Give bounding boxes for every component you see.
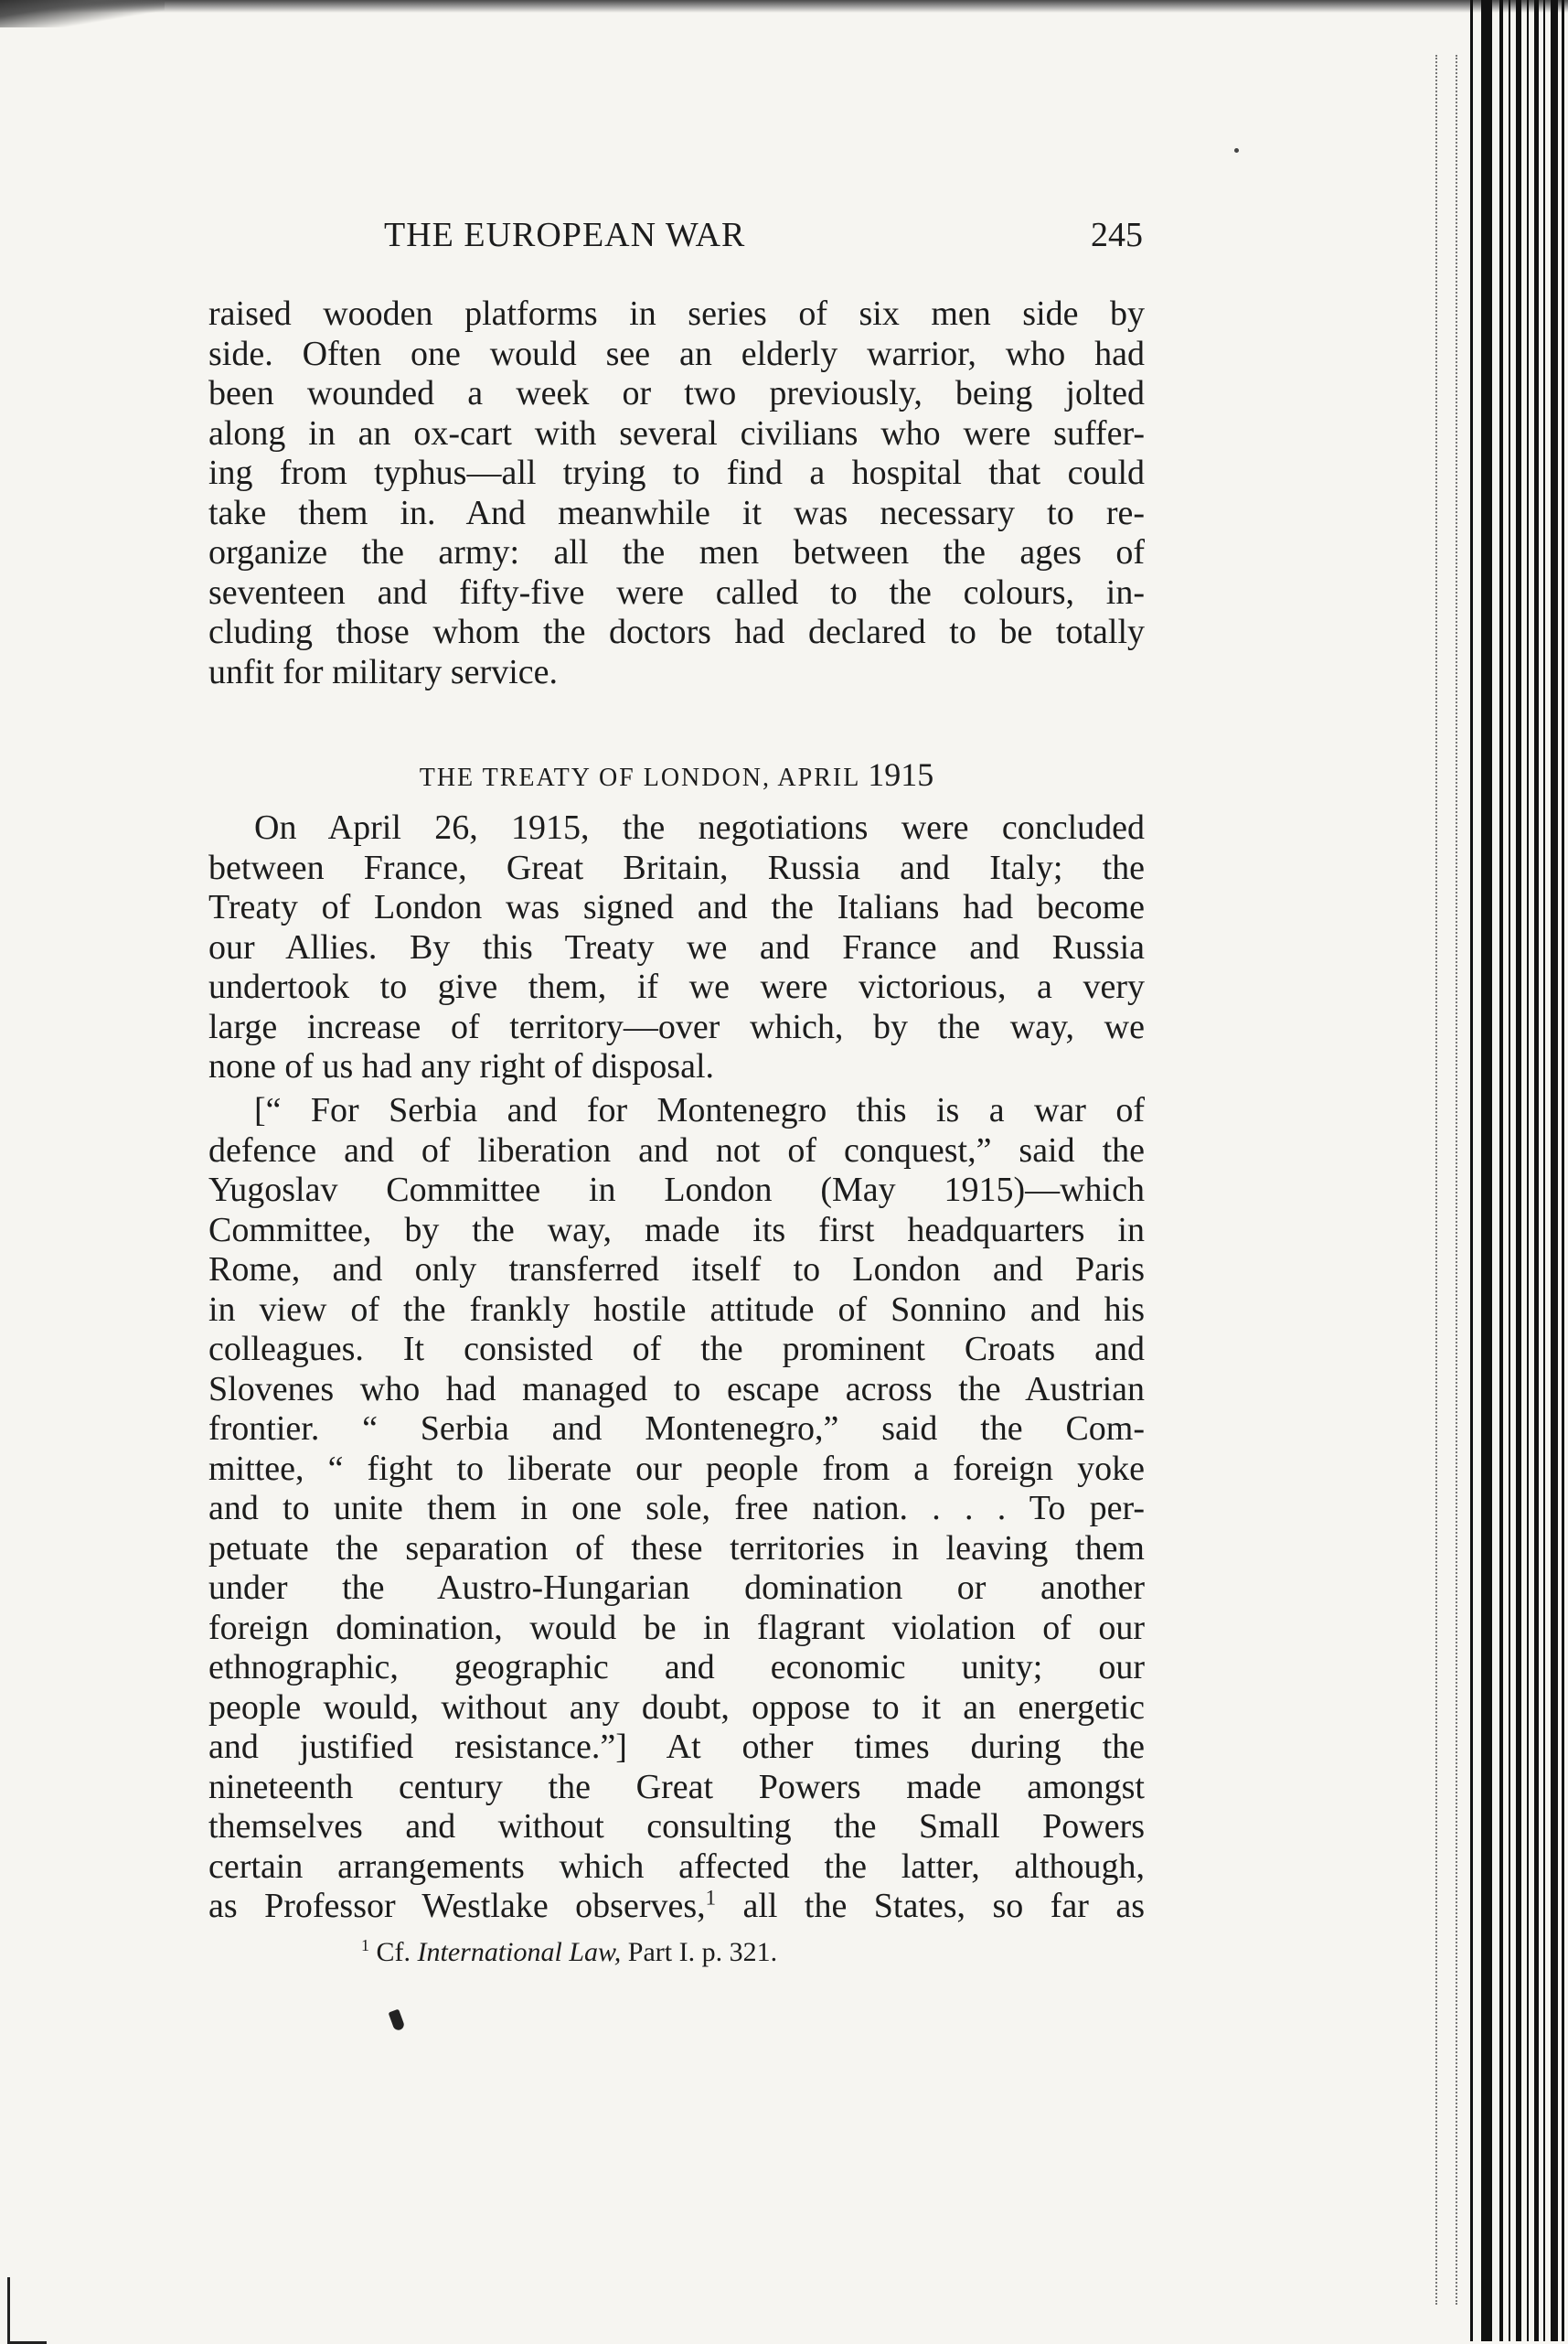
text-line: people would, without any doubt, oppose to it an energetic: [208, 1687, 1145, 1727]
ink-mark: [389, 2009, 406, 2032]
text-line: colleagues. It consisted of the prominent Croats and: [208, 1330, 1145, 1368]
footnote: [361, 1937, 777, 1968]
running-head: THE EUROPEAN WAR: [384, 216, 746, 254]
text-line: and to unite them in one sole, free nation. . . . To per-: [208, 1489, 1145, 1527]
page-number: 245: [1091, 216, 1143, 254]
text-line: petuate the separation of these territories in leaving them: [208, 1528, 1145, 1568]
page-corner-mark: [7, 2277, 47, 2344]
text-line: Rome, and only transferred itself to London and Paris: [208, 1250, 1145, 1289]
text-line: seventeen and fifty-five were called to the colours, in-: [208, 573, 1145, 612]
text-line: certain arrangements which affected the latter, although,: [208, 1846, 1145, 1886]
footnote-title: International Law,: [417, 1937, 622, 1967]
text-line: been wounded a week or two previously, being jolted: [208, 374, 1145, 412]
text-line: defence and of liberation and not of conquest,” said the: [208, 1130, 1145, 1170]
book-spine-edge: [1426, 0, 1568, 2341]
footnote-marker: 1: [361, 1936, 369, 1954]
text-line: Yugoslav Committee in London (May 1915)—which: [208, 1171, 1145, 1209]
paragraph-3: [208, 1091, 1145, 1927]
text-fragment: as Professor Westlake observes,: [208, 1887, 706, 1925]
page-speck: [1234, 148, 1239, 153]
text-line: raised wooden platforms in series of six men side by: [208, 294, 1145, 333]
text-line: On April 26, 1915, the negotiations were concluded: [254, 808, 1145, 847]
text-line: take them in. And meanwhile it was necessary to re-: [208, 493, 1145, 532]
text-line: large increase of territory—over which, by the way, we: [208, 1007, 1145, 1046]
text-line: unfit for military service.: [208, 652, 558, 691]
text-line: cluding those whom the doctors had declared to be totally: [208, 613, 1145, 651]
text-line: [“ For Serbia and for Montenegro this is a war of: [254, 1091, 1145, 1129]
text-line: frontier. “ Serbia and Montenegro,” said the Com-: [208, 1409, 1145, 1448]
text-line: our Allies. By this Treaty we and France and Russia: [208, 927, 1145, 967]
text-line: between France, Great Britain, Russia and Italy; the: [208, 848, 1145, 887]
text-line: themselves and without consulting the Small Powers: [208, 1807, 1145, 1846]
page-header: [210, 215, 1143, 270]
text-line: under the Austro-Hungarian domination or another: [208, 1568, 1145, 1607]
text-line: side. Often one would see an elderly warrior, who had: [208, 334, 1145, 373]
text-line: none of us had any right of disposal.: [208, 1047, 715, 1086]
text-line: mittee, “ fight to liberate our people from a foreign yoke: [208, 1449, 1145, 1488]
footnote-suffix: Part I. p. 321.: [621, 1937, 778, 1967]
footnote-prefix: Cf.: [369, 1937, 418, 1967]
page-top-edge-shadow: [0, 0, 1568, 13]
text-line: Treaty of London was signed and the Italians had become: [208, 888, 1145, 926]
section-heading-year: 1915: [868, 756, 934, 793]
text-line: ethnographic, geographic and economic unity; our: [208, 1648, 1145, 1686]
text-line: ing from typhus—all trying to find a hospital that could: [208, 454, 1145, 492]
text-line: undertook to give them, if we were victorious, a very: [208, 968, 1145, 1006]
text-line: nineteenth century the Great Powers made amongst: [208, 1767, 1145, 1806]
text-line: foreign domination, would be in flagrant violation of our: [208, 1608, 1145, 1647]
text-line: and justified resistance.”] At other times during the: [208, 1728, 1145, 1766]
text-line: along in an ox-cart with several civilians who were suffer-: [208, 413, 1145, 453]
text-line: in view of the frankly hostile attitude of Sonnino and his: [208, 1290, 1145, 1329]
text-line: organize the army: all the men between the ages of: [208, 533, 1145, 572]
paragraph-1: [208, 294, 1145, 692]
page-corner-shadow: [0, 0, 165, 27]
section-heading: [208, 755, 1145, 794]
text-line: Slovenes who had managed to escape across the Austrian: [208, 1369, 1145, 1408]
text-line-final: [208, 1887, 1145, 1927]
paragraph-2: [208, 808, 1145, 1087]
text-fragment: all the States, so far as: [716, 1887, 1145, 1925]
section-heading-text: THE TREATY OF LONDON, APRIL: [419, 764, 869, 792]
text-line: Committee, by the way, made its first headquarters in: [208, 1210, 1145, 1249]
footnote-reference: 1: [705, 1887, 717, 1910]
